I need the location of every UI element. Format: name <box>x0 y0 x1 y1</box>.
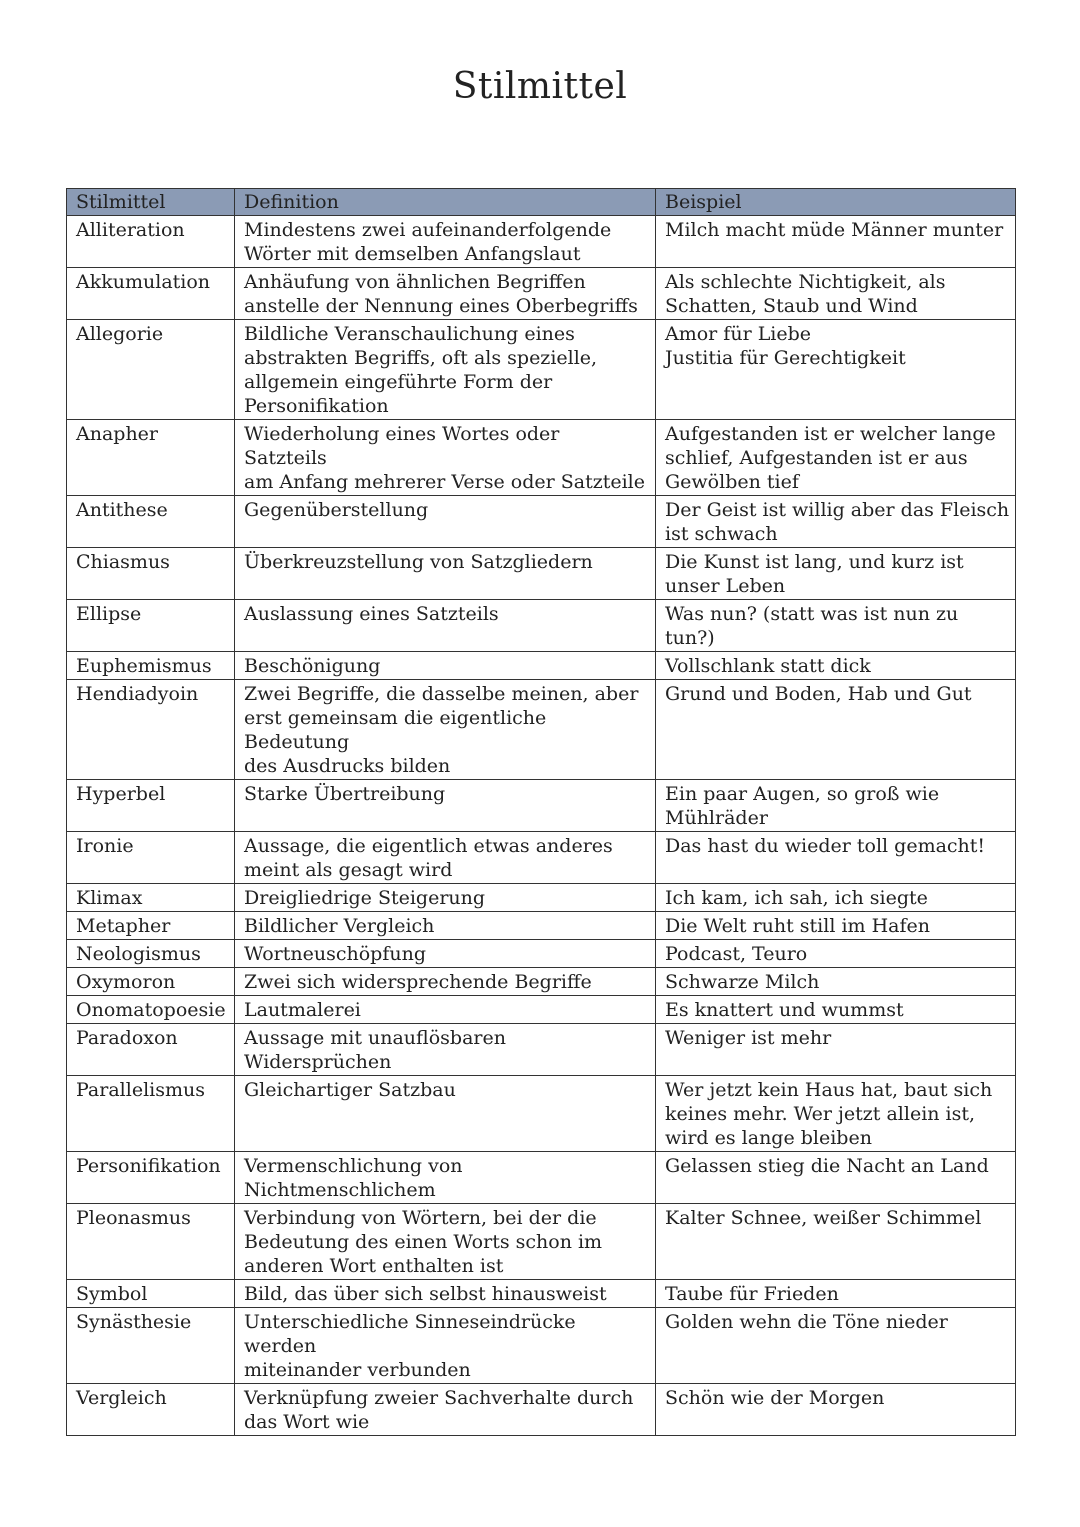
term-cell: Oxymoron <box>67 968 235 996</box>
table-row <box>67 1076 1016 1152</box>
example-cell: Als schlechte Nichtigkeit, als Schatten, Staub und Wind <box>656 268 1016 320</box>
example-cell: Milch macht müde Männer munter <box>656 216 1016 268</box>
definition-cell: Gleichartiger Satzbau <box>235 1076 656 1152</box>
definition-cell: Überkreuzstellung von Satzgliedern <box>235 548 656 600</box>
term-cell: Chiasmus <box>67 548 235 600</box>
header-definition: Definition <box>235 189 656 216</box>
table-row <box>67 652 1016 680</box>
term-cell: Alliteration <box>67 216 235 268</box>
definition-cell: Vermenschlichung von Nichtmenschlichem <box>235 1152 656 1204</box>
table-row <box>67 420 1016 496</box>
definition-cell: Mindestens zwei aufeinanderfolgende Wörter mit demselben Anfangslaut <box>235 216 656 268</box>
term-cell: Vergleich <box>67 1384 235 1436</box>
term-cell: Ironie <box>67 832 235 884</box>
table-row <box>67 680 1016 780</box>
table-row <box>67 496 1016 548</box>
table-row <box>67 1204 1016 1280</box>
example-cell: Amor für Liebe Justitia für Gerechtigkeit <box>656 320 1016 420</box>
example-cell: Weniger ist mehr <box>656 1024 1016 1076</box>
header-beispiel: Beispiel <box>656 189 1016 216</box>
term-cell: Synästhesie <box>67 1308 235 1384</box>
example-cell: Podcast, Teuro <box>656 940 1016 968</box>
example-cell: Die Welt ruht still im Hafen <box>656 912 1016 940</box>
term-cell: Onomatopoesie <box>67 996 235 1024</box>
table-header-row <box>67 189 1016 216</box>
example-cell: Schön wie der Morgen <box>656 1384 1016 1436</box>
example-cell: Taube für Frieden <box>656 1280 1016 1308</box>
definition-cell: Aussage, die eigentlich etwas anderes meint als gesagt wird <box>235 832 656 884</box>
term-cell: Akkumulation <box>67 268 235 320</box>
example-cell: Kalter Schnee, weißer Schimmel <box>656 1204 1016 1280</box>
definition-cell: Gegenüberstellung <box>235 496 656 548</box>
table-row <box>67 1024 1016 1076</box>
definition-cell: Anhäufung von ähnlichen Begriffen anstelle der Nennung eines Oberbegriffs <box>235 268 656 320</box>
table-row <box>67 940 1016 968</box>
example-cell: Was nun? (statt was ist nun zu tun?) <box>656 600 1016 652</box>
definition-cell: Zwei sich widersprechende Begriffe <box>235 968 656 996</box>
example-cell: Es knattert und wummst <box>656 996 1016 1024</box>
table-row <box>67 268 1016 320</box>
term-cell: Pleonasmus <box>67 1204 235 1280</box>
term-cell: Paradoxon <box>67 1024 235 1076</box>
definition-cell: Auslassung eines Satzteils <box>235 600 656 652</box>
definition-cell: Aussage mit unauflösbaren Widersprüchen <box>235 1024 656 1076</box>
example-cell: Das hast du wieder toll gemacht! <box>656 832 1016 884</box>
example-cell: Aufgestanden ist er welcher lange schlief, Aufgestanden ist er aus Gewölben tief <box>656 420 1016 496</box>
example-cell: Gelassen stieg die Nacht an Land <box>656 1152 1016 1204</box>
table-row <box>67 968 1016 996</box>
term-cell: Metapher <box>67 912 235 940</box>
definition-cell: Verknüpfung zweier Sachverhalte durch das Wort wie <box>235 1384 656 1436</box>
definition-cell: Starke Übertreibung <box>235 780 656 832</box>
example-cell: Ich kam, ich sah, ich siegte <box>656 884 1016 912</box>
table-body <box>67 216 1016 1436</box>
definition-cell: Bildlicher Vergleich <box>235 912 656 940</box>
example-cell: Grund und Boden, Hab und Gut <box>656 680 1016 780</box>
term-cell: Symbol <box>67 1280 235 1308</box>
table-row <box>67 320 1016 420</box>
term-cell: Personifikation <box>67 1152 235 1204</box>
example-cell: Die Kunst ist lang, und kurz ist unser Leben <box>656 548 1016 600</box>
term-cell: Anapher <box>67 420 235 496</box>
term-cell: Hyperbel <box>67 780 235 832</box>
table-row <box>67 912 1016 940</box>
table-row <box>67 600 1016 652</box>
definition-cell: Lautmalerei <box>235 996 656 1024</box>
definition-cell: Wiederholung eines Wortes oder Satzteils am Anfang mehrerer Verse oder Satzteile <box>235 420 656 496</box>
table-row <box>67 216 1016 268</box>
definition-cell: Zwei Begriffe, die dasselbe meinen, aber erst gemeinsam die eigentliche Bedeutung des Ausdrucks bilden <box>235 680 656 780</box>
term-cell: Parallelismus <box>67 1076 235 1152</box>
example-cell: Wer jetzt kein Haus hat, baut sich keines mehr. Wer jetzt allein ist, wird es lange bleiben <box>656 1076 1016 1152</box>
table-row <box>67 1152 1016 1204</box>
definition-cell: Dreigliedrige Steigerung <box>235 884 656 912</box>
definition-cell: Bild, das über sich selbst hinausweist <box>235 1280 656 1308</box>
example-cell: Der Geist ist willig aber das Fleisch ist schwach <box>656 496 1016 548</box>
table-row <box>67 548 1016 600</box>
header-stilmittel: Stilmittel <box>67 189 235 216</box>
stilmittel-table <box>66 188 1016 1436</box>
table-row <box>67 1308 1016 1384</box>
term-cell: Antithese <box>67 496 235 548</box>
term-cell: Neologismus <box>67 940 235 968</box>
page-title: Stilmittel <box>452 66 628 107</box>
table-row <box>67 884 1016 912</box>
table-row <box>67 1384 1016 1436</box>
definition-cell: Unterschiedliche Sinneseindrücke werden miteinander verbunden <box>235 1308 656 1384</box>
term-cell: Allegorie <box>67 320 235 420</box>
example-cell: Vollschlank statt dick <box>656 652 1016 680</box>
term-cell: Hendiadyoin <box>67 680 235 780</box>
example-cell: Golden wehn die Töne nieder <box>656 1308 1016 1384</box>
term-cell: Klimax <box>67 884 235 912</box>
table-row <box>67 1280 1016 1308</box>
term-cell: Euphemismus <box>67 652 235 680</box>
definition-cell: Wortneuschöpfung <box>235 940 656 968</box>
table-row <box>67 832 1016 884</box>
term-cell: Ellipse <box>67 600 235 652</box>
table-row <box>67 996 1016 1024</box>
definition-cell: Bildliche Veranschaulichung eines abstrakten Begriffs, oft als spezielle, allgemein eingeführte Form der Personifikation <box>235 320 656 420</box>
table-row <box>67 780 1016 832</box>
definition-cell: Verbindung von Wörtern, bei der die Bedeutung des einen Worts schon im anderen Wort enthalten ist <box>235 1204 656 1280</box>
example-cell: Schwarze Milch <box>656 968 1016 996</box>
definition-cell: Beschönigung <box>235 652 656 680</box>
example-cell: Ein paar Augen, so groß wie Mühlräder <box>656 780 1016 832</box>
